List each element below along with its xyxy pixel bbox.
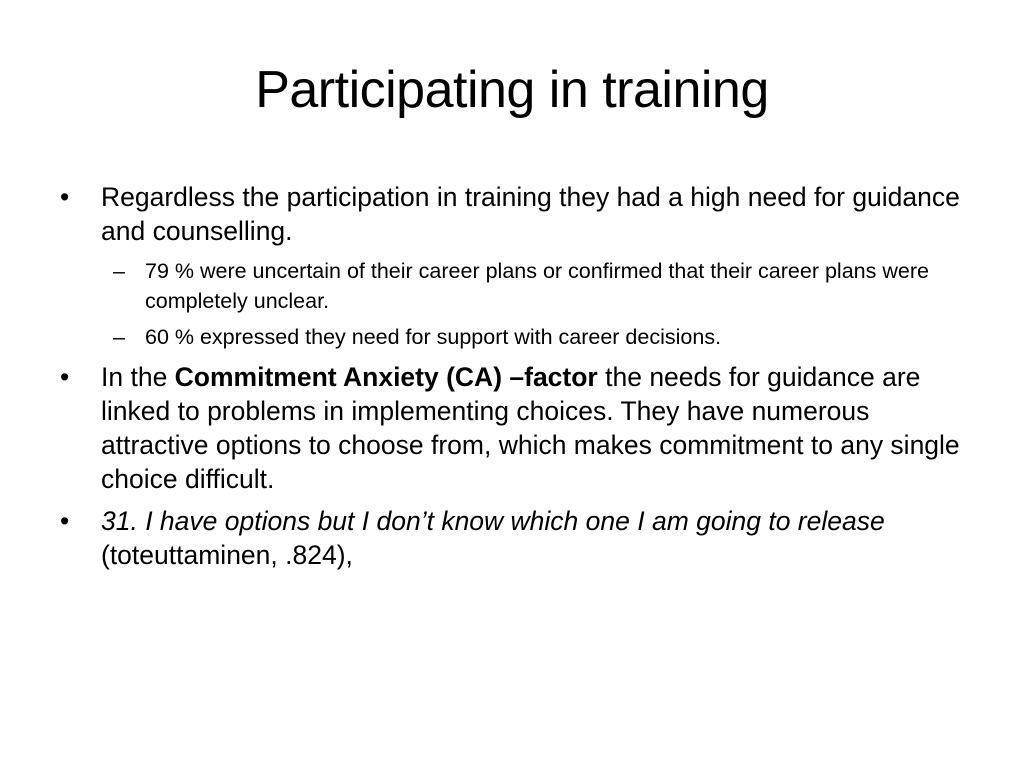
sub-bullet-item bbox=[60, 322, 980, 352]
dash-marker: – bbox=[113, 325, 125, 349]
sub-bullet-text: 60 % expressed they need for support with career decisions. bbox=[145, 325, 722, 349]
bullet-text-bold: Commitment Anxiety (CA) –factor bbox=[174, 362, 598, 392]
bullet-marker: • bbox=[60, 506, 70, 536]
bullet-item bbox=[60, 180, 980, 248]
bullet-marker: • bbox=[60, 362, 70, 392]
bullet-item bbox=[60, 504, 980, 572]
bullet-text-italic: 31. I have options but I don’t know which one I am going to release bbox=[101, 506, 885, 536]
sub-list bbox=[60, 256, 980, 352]
bullet-text-suffix: (toteuttaminen, .824), bbox=[101, 540, 353, 570]
slide-title: Participating in training bbox=[255, 61, 769, 119]
sub-bullet-text: 79 % were uncertain of their career plans or confirmed that their career plans were completely unclear. bbox=[145, 259, 929, 313]
bullet-text-suffix: the needs for guidance are linked to problems in implementing choices. They have numerous attractive options to choose from, which makes commitment to any single choice difficult. bbox=[101, 362, 960, 494]
dash-marker: – bbox=[113, 259, 125, 283]
bullet-marker: • bbox=[60, 182, 70, 212]
sub-bullet-item bbox=[60, 256, 980, 316]
bullet-text: Regardless the participation in training they had a high need for guidance and counselling. bbox=[101, 182, 960, 246]
bullet-item bbox=[60, 360, 980, 496]
bullet-text-prefix: In the bbox=[101, 362, 175, 392]
slide-body bbox=[60, 180, 980, 580]
